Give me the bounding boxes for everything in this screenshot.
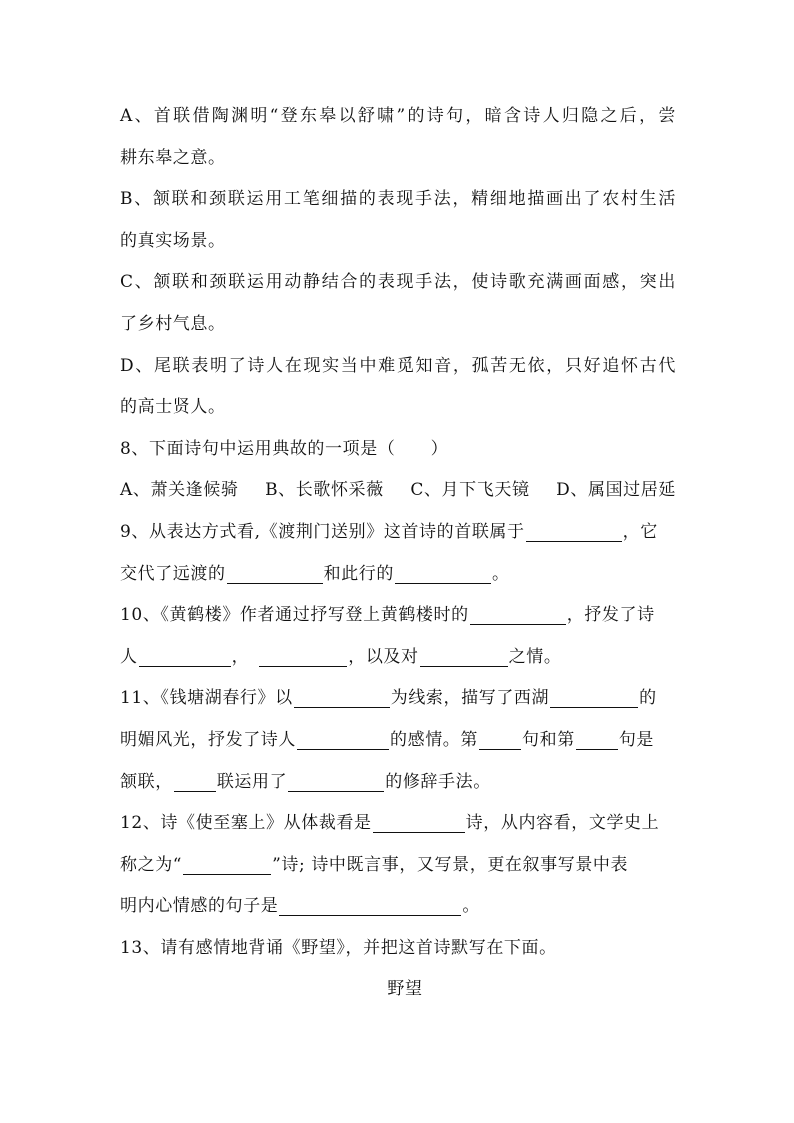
q9-text-5: 。 — [492, 563, 510, 584]
q10-text-3: 人 — [120, 646, 138, 667]
q10-text-2: ，抒发了诗 — [566, 605, 655, 626]
q8-option-d: D、属国过居延 — [556, 480, 676, 501]
q9-text-2: ，它 — [622, 521, 658, 542]
q11-text-6: 句和第 — [522, 729, 575, 750]
q11-text-2: 为线索，描写了西湖 — [390, 688, 550, 709]
q11-blank-4[interactable] — [479, 730, 521, 750]
question-8-options — [120, 470, 676, 512]
q9-text-3: 交代了远渡的 — [120, 563, 226, 584]
q11-text-9: 联运用了 — [216, 771, 288, 792]
q11-text-10: 的修辞手法。 — [385, 771, 491, 792]
q11-text-8: 颔联， — [120, 771, 173, 792]
q10-text-1: 10、《黄鹤楼》作者通过抒写登上黄鹤楼时的 — [120, 605, 469, 626]
q12-text-4: ”诗; 诗中既言事，又写景，更在叙事写景中表 — [272, 854, 629, 875]
option-b-line2: 的真实场景。 — [120, 230, 226, 251]
q11-text-1: 11、《钱塘湖春行》以 — [120, 688, 293, 709]
q10-text-6: 之情。 — [508, 646, 562, 667]
question-11-line2 — [120, 720, 676, 762]
q11-blank-6[interactable] — [174, 772, 216, 792]
q12-blank-1[interactable] — [373, 813, 465, 833]
q11-text-7: 句是 — [618, 729, 655, 750]
q11-text-5: 的感情。第 — [390, 729, 478, 750]
option-b-line1: B、颔联和颈联运用工笔细描的表现手法，精细地描画出了农村生活 — [120, 189, 676, 210]
q10-blank-3[interactable] — [259, 647, 347, 667]
q9-blank-1[interactable] — [526, 522, 622, 542]
question-13-stem: 13、请有感情地背诵《野望》，并把这首诗默写在下面。 — [120, 937, 557, 958]
q11-blank-3[interactable] — [297, 730, 389, 750]
question-8-stem: 8、下面诗句中运用典故的一项是（ ） — [120, 438, 449, 459]
q9-blank-3[interactable] — [395, 564, 491, 584]
q12-blank-3[interactable] — [279, 896, 461, 916]
q10-blank-4[interactable] — [420, 647, 508, 667]
q10-text-5: ，以及对 — [348, 646, 419, 667]
option-a-line2: 耕东皋之意。 — [120, 147, 226, 168]
q11-text-4: 明媚风光，抒发了诗人 — [120, 729, 296, 750]
q10-blank-1[interactable] — [470, 605, 566, 625]
question-11-line1 — [120, 678, 676, 720]
option-d-line1: D、尾联表明了诗人在现实当中难觅知音，孤苦无依，只好追怀古代 — [120, 355, 676, 376]
question-11-line3 — [120, 762, 676, 804]
poem-title: 野望 — [387, 979, 423, 1000]
question-12-line3 — [120, 886, 676, 928]
question-9-line1 — [120, 512, 676, 554]
q11-blank-5[interactable] — [576, 730, 618, 750]
q8-option-b: B、长歌怀采薇 — [265, 480, 384, 501]
q8-option-c: C、月下飞天镜 — [410, 480, 530, 501]
q12-text-5: 明内心情感的句子是 — [120, 896, 279, 917]
option-c-line1: C、颔联和颈联运用动静结合的表现手法，使诗歌充满画面感，突出 — [120, 272, 676, 293]
q9-text-4: 和此行的 — [323, 563, 395, 584]
question-12-line1 — [120, 803, 676, 845]
q10-text-4: ， — [231, 646, 250, 667]
option-d-line2: 的高士贤人。 — [120, 397, 226, 418]
question-9-line2 — [120, 554, 676, 596]
option-c-line2: 了乡村气息。 — [120, 313, 226, 334]
q11-blank-1[interactable] — [294, 688, 390, 708]
question-12-line2 — [120, 845, 676, 887]
q12-text-2: 诗，从内容看，文学史上 — [465, 813, 660, 834]
q12-text-3: 称之为“ — [120, 854, 183, 875]
q12-text-6: 。 — [462, 896, 481, 917]
q12-text-1: 12、诗《使至塞上》从体裁看是 — [120, 813, 372, 834]
q11-blank-7[interactable] — [288, 772, 384, 792]
option-a-line1: A、首联借陶渊明“登东皋以舒啸”的诗句，暗含诗人归隐之后，尝 — [120, 106, 676, 126]
q11-blank-2[interactable] — [550, 688, 638, 708]
q8-option-a: A、萧关逢候骑 — [120, 480, 239, 501]
question-10-line1 — [120, 595, 676, 637]
q10-blank-2[interactable] — [139, 647, 231, 667]
q12-blank-2[interactable] — [183, 855, 271, 875]
q9-text-1: 9、从表达方式看,《渡荆门送别》这首诗的首联属于 — [120, 521, 525, 542]
question-10-line2 — [120, 637, 676, 679]
q11-text-3: 的 — [639, 688, 657, 709]
q9-blank-2[interactable] — [227, 564, 323, 584]
